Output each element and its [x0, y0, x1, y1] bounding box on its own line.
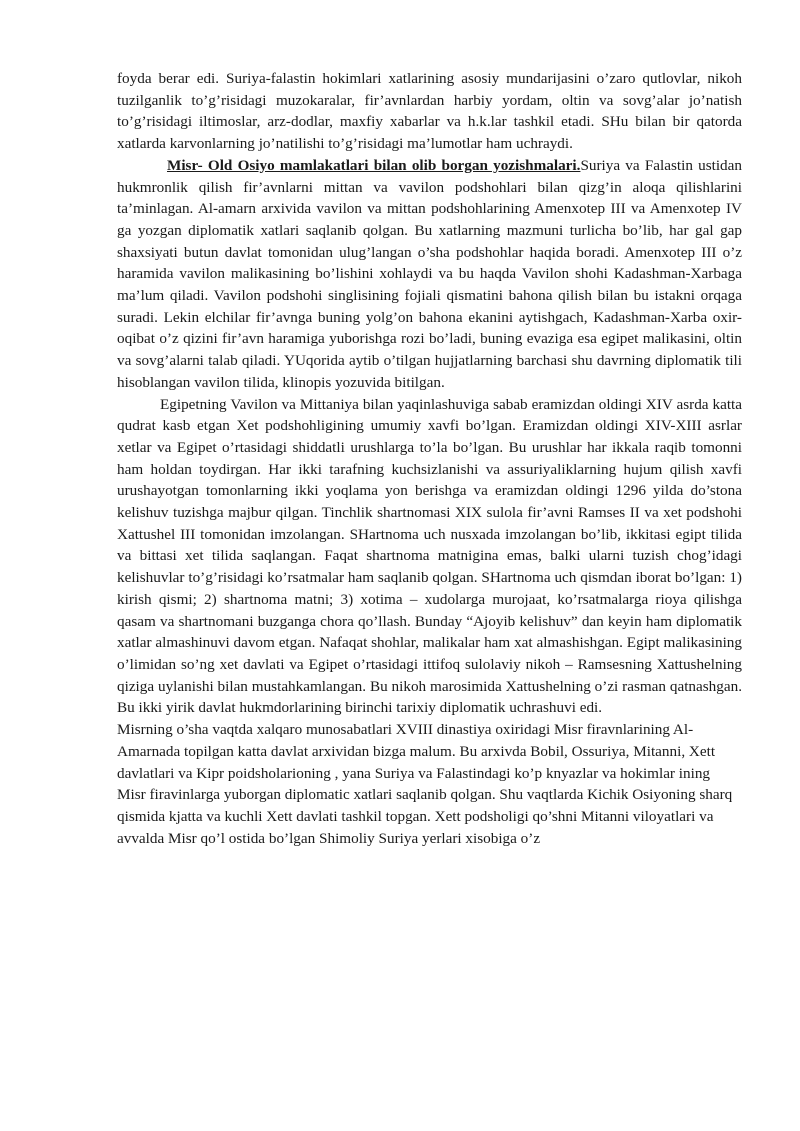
paragraph-1: foyda berar edi. Suriya-falastin hokimlari xatlarining asosiy mundarijasini o’zaro qutlovlar, nikoh tuzilganlik to’g’risidagi muzokaralar, fir’avnlardan harbiy yordam, oltin va sovg’alar jo’natish to’g’risidagi iltimoslar, arz-dodlar, maxfiy xabarlar va h.k.lar tashkil etadi. SHu bilan bir qatorda xatlarda karvonlarning jo’natilishi to’g’risidagi ma’lumotlar ham uchraydi. — [117, 70, 742, 153]
paragraph-2-body: Suriya va Falastin ustidan hukmronlik qilish fir’avnlarni mittan va vavilon podshohlari bilan qizg’in aloqa qilishlarini ta’minlagan. Al-amarn arxivida vavilon va mittan podshohlarining Amenxotep III va Amenxotep IV ga yozgan diplomatik xatlari saqlanib qolgan. Bu xatlarning mazmuni turlicha bo’lib, har gal gap shaxsiyati butun davlat tomonidan ulug’langan o’sha podshohlar haqida boradi. Amenxotep III o’z haramida vavilon malikasining bo’lishini xohlaydi va bu haqda Vavilon shohi Kadashman-Xarbaga ma’lum qiladi. Vavilon podshohi singlisining fojiali qismatini bahona qilish bilan bu istakni orqaga suradi. Lekin elchilar fir’avnga buning yolg’on bahona ekanini aytishgach, Kadashman-Xarba oxir-oqibat o’z qizini fir’avn haramiga yuborishga rozi bo’ladi, buning evaziga esa egipet malikasini, oltin va sovg’alarni talab qiladi. YUqorida aytib o’tilgan hujjatlarning barchasi shu davrning diplomatik tili hisoblangan vavilon tilida, klinopis yozuvida bitilgan. — [117, 156, 742, 391]
document-page — [117, 68, 742, 849]
paragraph-3: Egipetning Vavilon va Mittaniya bilan yaqinlashuviga sabab eramizdan oldingi XIV asrda katta qudrat kasb etgan Xet podshohligining umumiy xavfi bo’lgan. Eramizdan oldingi XIV-XIII asrlar xetlar va Egipet o’rtasidagi shiddatli urushlarga to’la bo’lgan. Bu urushlar har ikkala raqib tomonni ham holdan toydirgan. Har ikki tarafning kuchsizlanishi va assuriyaliklarning hujum qilish xavfi urushayotgan tomonlarning ikki yoqlama yon berishga va eramizdan oldingi 1296 yilda do’stona kelishuv tuzishga majbur qilgan. Tinchlik shartnomasi XIX sulola fir’avni Ramses II va xet podshohi Xattushel III tomonidan imzolangan. SHartnoma uch nusxada imzolangan bo’lib, ikkitasi egipt tilida va bittasi xet tilida saqlangan. Faqat shartnoma matnigina emas, balki ularni tuzish chog’idagi kelishuvlar to’g’risidagi ko’rsatmalar ham saqlanib qolgan. SHartnoma uch qismdan iborat bo’lgan: 1) kirish qismi; 2) shartnoma matni; 3) xotima – xudolarga murojaat, ko’rsatmalarga rioya qilishga qasam va shartnomani buzganga chora qo’llash. Bunday “Ajoyib kelishuv” dan keyin ham diplomatik xatlar almashinuvi davom etgan. Nafaqat shohlar, malikalar ham xat almashishgan. Egipt malikasining o’limidan so’ng xet davlati va Egipet o’rtasidagi ittifoq sulolaviy nikoh – Ramsesning Xattushelning qiziga uylanishi bilan mustahkamlangan. Bu nikoh marosimida Xattushelning o’zi rasman qatnashgan. Bu ikki yirik davlat hukmdorlarining birinchi tarixiy diplomatik uchrashuvi edi. — [117, 395, 742, 717]
section-heading: Misr- Old Osiyo mamlakatlari bilan olib borgan yozishmalari. — [167, 156, 581, 174]
paragraph-2 — [117, 155, 742, 394]
paragraph-4: Misrning o’sha vaqtda xalqaro munosabatlari XVIII dinastiya oxiridagi Misr firavnlarining Al-Amarnada topilgan katta davlat arxividan bizga malum. Bu arxivda Bobil, Ossuriya, Mitanni, Xett davlatlari va Kipr poidsholarioning , yana Suriya va Falastindagi ko’p knyazlar va hokimlar ining Misr firavinlarga yuborgan diplomatic xatlari saqlanib qolgan. Shu vaqtlarda Kichik Osiyoning sharq qismida kjatta va kuchli Xett davlati tashkil topgan. Xett podsholigi qo’shni Mitanni viloyatlari va avvalda Misr qo’l ostida bo’lgan Shimoliy Suriya yerlari xisobiga o’z — [117, 721, 733, 847]
